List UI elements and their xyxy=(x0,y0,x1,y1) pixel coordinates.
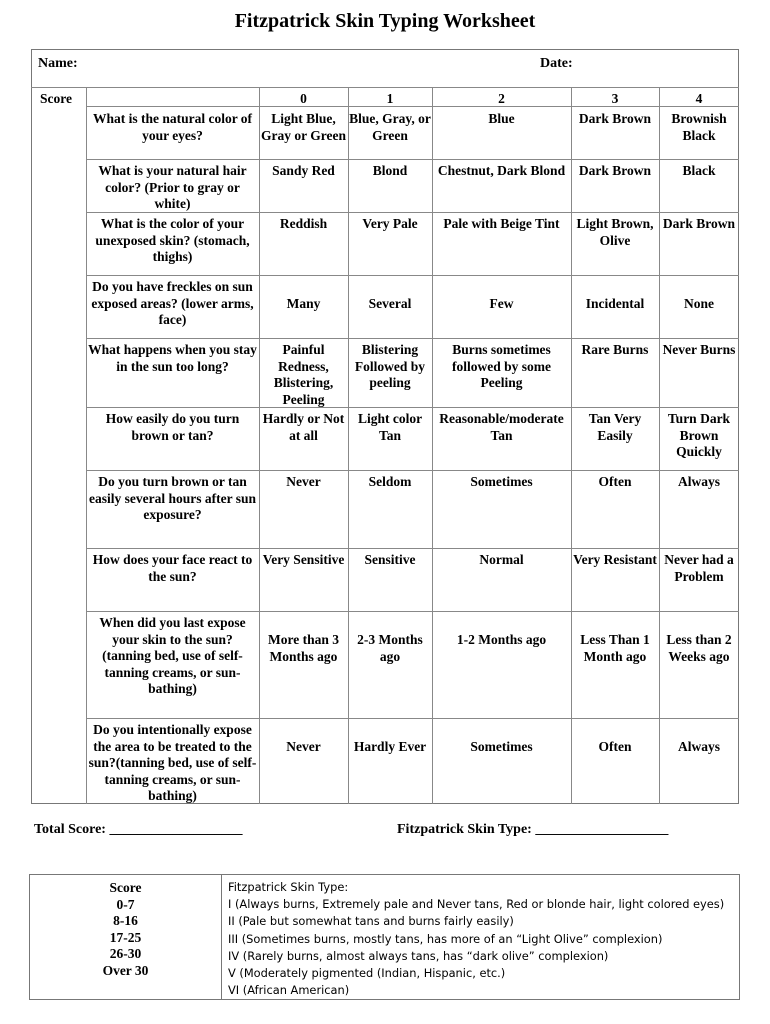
question-text: When did you last expose your skin to the sun? (tanning bed, use of self-tanning creams, or sun-bathing) xyxy=(99,615,246,696)
score-label: Score xyxy=(40,91,72,106)
answer-option: Less than 2 Weeks ago xyxy=(666,632,732,664)
answer-option: Hardly or Not at all xyxy=(262,411,345,443)
answer-option: Many xyxy=(286,296,321,311)
answer-option: Blue, Gray, or Green xyxy=(349,111,431,143)
answer-option: Very Resistant xyxy=(573,552,657,567)
answer-option: Light Blue, Gray or Green xyxy=(261,111,346,143)
question-text: Do you have freckles on sun exposed areas? (lower arms, face) xyxy=(91,279,254,327)
legend-type: IV (Rarely burns, almost always tans, has “dark olive” complexion) xyxy=(228,948,609,963)
answer-option: Always xyxy=(677,739,720,754)
legend-scores xyxy=(30,880,221,979)
column-divider xyxy=(86,87,87,804)
answer-option: Light Brown, Olive xyxy=(576,216,654,248)
legend-type: V (Moderately pigmented (Indian, Hispanic, etc.) xyxy=(228,966,506,981)
answer-option: Sandy Red xyxy=(272,163,335,178)
answer-option: Less Than 1 Month ago xyxy=(580,632,650,664)
answer-option: 2-3 Months ago xyxy=(357,632,423,664)
legend-score: 0-7 xyxy=(116,896,135,912)
column-header: 4 xyxy=(695,91,703,106)
answer-option: Blistering Followed by peeling xyxy=(354,342,426,390)
answer-option: Reddish xyxy=(279,216,328,231)
answer-option: Never xyxy=(286,739,321,754)
column-header: 2 xyxy=(498,91,505,106)
answer-option: Dark Brown xyxy=(578,163,652,178)
answer-option: Sometimes xyxy=(470,474,533,489)
legend-score: 26-30 xyxy=(109,946,142,961)
answer-option: Sensitive xyxy=(364,552,416,567)
legend-type: III (Sometimes burns, mostly tans, has more of an “Light Olive” complexion) xyxy=(228,931,663,946)
legend-type: I (Always burns, Extremely pale and Never tans, Red or blonde hair, light colored eyes) xyxy=(228,897,725,912)
skin-type-field: Fitzpatrick Skin Type: ___________________ xyxy=(397,822,669,837)
answer-option: None xyxy=(684,296,714,311)
legend-type: VI (African American) xyxy=(228,983,350,998)
answer-option: Light color Tan xyxy=(357,411,423,443)
row-divider xyxy=(86,718,739,719)
answer-option: Pale with Beige Tint xyxy=(443,216,560,231)
answer-option: Never xyxy=(286,474,321,489)
answer-option: Several xyxy=(368,296,412,311)
answer-option: More than 3 Months ago xyxy=(268,632,339,664)
legend-score: 17-25 xyxy=(109,929,142,945)
answer-option: Often xyxy=(598,474,632,489)
answer-option: Never had a Problem xyxy=(664,552,734,584)
row-divider xyxy=(86,407,739,408)
row-divider xyxy=(86,470,739,471)
column-divider xyxy=(259,87,260,804)
legend-score: Over 30 xyxy=(102,962,149,978)
question-text: What is your natural hair color? (Prior to gray or white) xyxy=(98,163,247,211)
question-text: What is the natural color of your eyes? xyxy=(92,111,253,143)
answer-option: Tan Very Easily xyxy=(588,411,642,443)
answer-option: 1-2 Months ago xyxy=(456,632,547,647)
row-divider xyxy=(86,548,739,549)
total-score-field: Total Score: ___________________ xyxy=(34,822,243,837)
answer-option: Turn Dark Brown Quickly xyxy=(667,411,731,459)
question-text: Do you turn brown or tan easily several hours after sun exposure? xyxy=(89,474,256,522)
row-divider xyxy=(86,611,739,612)
answer-option: Seldom xyxy=(368,474,412,489)
answer-option: Burns sometimes followed by some Peeling xyxy=(452,342,551,390)
legend-divider xyxy=(221,875,222,999)
row-divider xyxy=(86,338,739,339)
legend-types-heading: Fitzpatrick Skin Type: xyxy=(228,880,349,894)
answer-option: Dark Brown xyxy=(578,111,652,126)
answer-option: Brownish Black xyxy=(671,111,727,143)
answer-option: Blue xyxy=(488,111,515,126)
answer-option: Incidental xyxy=(585,296,645,311)
column-divider xyxy=(432,87,433,804)
row-divider xyxy=(86,275,739,276)
answer-option: Reasonable/moderate Tan xyxy=(439,411,564,443)
answer-option: Rare Burns xyxy=(581,342,649,357)
page-title: Fitzpatrick Skin Typing Worksheet xyxy=(234,10,536,32)
date-label: Date: xyxy=(540,56,573,71)
answer-option: Chestnut, Dark Blond xyxy=(437,163,566,178)
question-text: Do you intentionally expose the area to be treated to the sun?(tanning bed, use of self-tanning creams, or sun-bathing) xyxy=(88,722,257,803)
question-text: What happens when you stay in the sun too long? xyxy=(88,342,257,374)
answer-option: Blond xyxy=(372,163,408,178)
column-header: 0 xyxy=(300,91,307,106)
answer-option: Normal xyxy=(479,552,524,567)
answer-option: Hardly Ever xyxy=(353,739,427,754)
question-text: How easily do you turn brown or tan? xyxy=(105,411,240,443)
answer-option: Painful Redness, Blistering, Peeling xyxy=(273,342,334,407)
column-divider xyxy=(348,87,349,804)
column-divider xyxy=(571,87,572,804)
legend-box xyxy=(29,874,740,1000)
row-divider xyxy=(86,159,739,160)
answer-option: Black xyxy=(682,163,716,178)
row-divider xyxy=(31,87,739,88)
column-header: 3 xyxy=(611,91,619,106)
column-header: 1 xyxy=(386,91,394,106)
name-label: Name: xyxy=(38,56,78,71)
legend-score-header: Score xyxy=(109,880,142,895)
answer-option: Few xyxy=(489,296,514,311)
answer-option: Dark Brown xyxy=(662,216,736,231)
answer-option: Always xyxy=(677,474,720,489)
legend-types xyxy=(228,879,724,999)
question-text: What is the color of your unexposed skin? (stomach, thighs) xyxy=(95,216,250,264)
legend-type: II (Pale but somewhat tans and burns fairly easily) xyxy=(228,914,514,929)
question-text: How does your face react to the sun? xyxy=(92,552,253,584)
answer-option: Sometimes xyxy=(470,739,533,754)
answer-option: Often xyxy=(598,739,632,754)
answer-option: Very Pale xyxy=(362,216,418,231)
answer-option: Never Burns xyxy=(662,342,736,357)
answer-option: Very Sensitive xyxy=(262,552,345,567)
legend-score: 8-16 xyxy=(113,913,138,928)
